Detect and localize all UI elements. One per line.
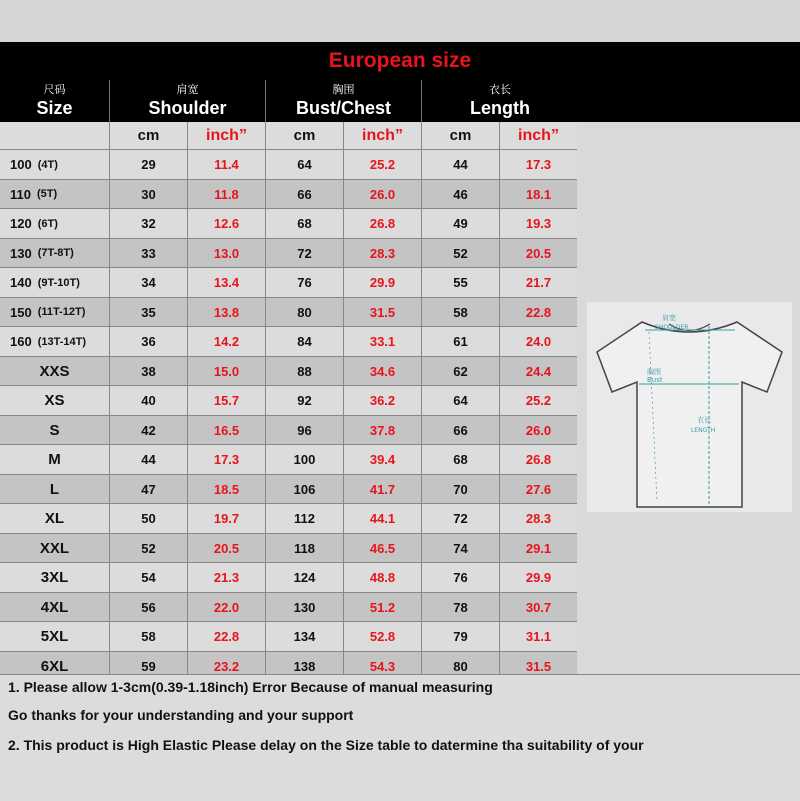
- size-value: L: [49, 480, 60, 498]
- size-label: [0, 416, 110, 445]
- table-cell-bust-cm: 92: [266, 386, 344, 416]
- table-cell-shoulder-cm: 47: [110, 475, 188, 504]
- table-cell-length-in: 31.1: [500, 622, 578, 652]
- table-cell-shoulder-in: 22.8: [188, 622, 266, 652]
- unit-cm: cm: [266, 122, 344, 150]
- table-cell-bust-in: 54.3: [344, 652, 422, 681]
- table-cell-bust-in: 25.2: [344, 150, 422, 180]
- size-age-tag: (9T-10T): [37, 276, 80, 289]
- table-cell-shoulder-in: 13.4: [188, 268, 266, 298]
- table-cell-bust-cm: 112: [266, 504, 344, 534]
- table-cell-bust-cm: 100: [266, 445, 344, 475]
- table-cell-bust-cm: 80: [266, 298, 344, 327]
- size-label: [0, 239, 110, 268]
- table-cell-bust-in: 37.8: [344, 416, 422, 445]
- table-cell-shoulder-in: 13.8: [188, 298, 266, 327]
- table-cell-bust-in: 41.7: [344, 475, 422, 504]
- size-value: 150: [10, 304, 32, 320]
- table-cell-bust-in: 39.4: [344, 445, 422, 475]
- table-cell-length-in: 24.4: [500, 357, 578, 386]
- table-cell-length-in: 30.7: [500, 593, 578, 622]
- table-cell-shoulder-in: 23.2: [188, 652, 266, 681]
- table-cell-length-in: 20.5: [500, 239, 578, 268]
- size-value: XS: [44, 392, 65, 409]
- table-cell-bust-cm: 64: [266, 150, 344, 180]
- size-label: [0, 504, 110, 534]
- table-cell-shoulder-cm: 38: [110, 357, 188, 386]
- notes-section: [0, 674, 800, 801]
- header-bust: [266, 80, 422, 122]
- size-label: [0, 475, 110, 504]
- table-cell-length-cm: 70: [422, 475, 500, 504]
- size-age-tag: (6T): [37, 217, 58, 230]
- table-cell-shoulder-in: 21.3: [188, 563, 266, 593]
- tshirt-diagram-panel: [577, 122, 800, 674]
- table-cell-bust-cm: 88: [266, 357, 344, 386]
- table-cell-shoulder-cm: 44: [110, 445, 188, 475]
- diagram-shoulder-cn: 肩宽: [662, 314, 676, 322]
- table-cell-length-cm: 66: [422, 416, 500, 445]
- header-bust-cn: 胸围: [332, 83, 355, 96]
- table-cell-bust-cm: 138: [266, 652, 344, 681]
- table-cell-shoulder-cm: 34: [110, 268, 188, 298]
- table-cell-shoulder-cm: 59: [110, 652, 188, 681]
- table-cell-length-in: 18.1: [500, 180, 578, 209]
- table-cell-bust-cm: 84: [266, 327, 344, 357]
- header-spacer: [578, 80, 800, 122]
- table-cell-shoulder-in: 16.5: [188, 416, 266, 445]
- size-value: 4XL: [40, 598, 69, 616]
- table-cell-shoulder-in: 15.7: [188, 386, 266, 416]
- table-cell-length-in: 26.0: [500, 416, 578, 445]
- size-value: 140: [10, 275, 32, 290]
- table-cell-shoulder-in: 17.3: [188, 445, 266, 475]
- table-cell-length-in: 29.9: [500, 563, 578, 593]
- table-cell-length-cm: 61: [422, 327, 500, 357]
- table-cell-length-cm: 52: [422, 239, 500, 268]
- table-cell-shoulder-cm: 40: [110, 386, 188, 416]
- header-length: [422, 80, 578, 122]
- diagram-length-cn: 衣长: [697, 416, 711, 424]
- table-cell-bust-in: 36.2: [344, 386, 422, 416]
- table-cell-length-cm: 80: [422, 652, 500, 681]
- table-cell-bust-in: 28.3: [344, 239, 422, 268]
- size-label: [0, 180, 110, 209]
- size-age-tag: (11T-12T): [37, 306, 86, 318]
- table-cell-shoulder-cm: 52: [110, 534, 188, 563]
- size-value: 3XL: [40, 569, 69, 586]
- table-cell-bust-in: 46.5: [344, 534, 422, 563]
- table-cell-length-cm: 74: [422, 534, 500, 563]
- size-value: M: [48, 451, 61, 468]
- table-cell-length-cm: 72: [422, 504, 500, 534]
- size-value: S: [49, 421, 60, 439]
- size-age-tag: (4T): [37, 158, 58, 171]
- size-value: 110: [10, 186, 31, 202]
- size-label: [0, 563, 110, 593]
- size-age-tag: (5T): [36, 188, 58, 200]
- table-cell-bust-cm: 134: [266, 622, 344, 652]
- table-cell-shoulder-cm: 33: [110, 239, 188, 268]
- table-cell-shoulder-in: 22.0: [188, 593, 266, 622]
- table-cell-bust-in: 29.9: [344, 268, 422, 298]
- table-cell-length-in: 26.8: [500, 445, 578, 475]
- table-cell-length-cm: 79: [422, 622, 500, 652]
- unit-inch: inch”: [188, 122, 266, 150]
- size-value: XXL: [39, 539, 70, 557]
- table-cell-length-in: 21.7: [500, 268, 578, 298]
- size-label: [0, 386, 110, 416]
- table-cell-shoulder-in: 14.2: [188, 327, 266, 357]
- table-cell-shoulder-in: 11.4: [188, 150, 266, 180]
- table-cell-length-cm: 49: [422, 209, 500, 239]
- table-cell-shoulder-cm: 58: [110, 622, 188, 652]
- table-cell-bust-cm: 106: [266, 475, 344, 504]
- size-label: [0, 534, 110, 563]
- table-cell-shoulder-cm: 35: [110, 298, 188, 327]
- header-shoulder-en: Shoulder: [148, 98, 227, 118]
- size-value: XL: [44, 510, 65, 527]
- table-cell-shoulder-in: 18.5: [188, 475, 266, 504]
- table-cell-length-in: 27.6: [500, 475, 578, 504]
- size-value: 6XL: [40, 657, 69, 675]
- table-cell-bust-in: 52.8: [344, 622, 422, 652]
- table-cell-length-in: 19.3: [500, 209, 578, 239]
- size-value: 5XL: [40, 628, 69, 645]
- table-cell-length-in: 17.3: [500, 150, 578, 180]
- table-cell-length-cm: 64: [422, 386, 500, 416]
- size-label: [0, 268, 110, 298]
- table-cell-length-cm: 55: [422, 268, 500, 298]
- table-title: European size: [0, 42, 800, 80]
- table-cell-shoulder-in: 20.5: [188, 534, 266, 563]
- note-3: 2. This product is High Elastic Please delay on the Size table to datermine tha suitability of your: [8, 737, 644, 753]
- table-cell-bust-in: 34.6: [344, 357, 422, 386]
- size-label: [0, 298, 110, 327]
- table-cell-bust-in: 51.2: [344, 593, 422, 622]
- table-cell-length-cm: 58: [422, 298, 500, 327]
- table-cell-length-in: 28.3: [500, 504, 578, 534]
- table-cell-length-in: 31.5: [500, 652, 578, 681]
- size-label: [0, 209, 110, 239]
- size-value: 130: [10, 245, 32, 261]
- note-1: 1. Please allow 1-3cm(0.39-1.18inch) Error Because of manual measuring: [8, 679, 493, 695]
- size-age-tag: (7T-8T): [37, 247, 74, 259]
- diagram-bust-en: Bust: [647, 376, 663, 384]
- table-cell-shoulder-cm: 32: [110, 209, 188, 239]
- table-cell-shoulder-in: 15.0: [188, 357, 266, 386]
- table-cell-length-cm: 46: [422, 180, 500, 209]
- table-cell-length-cm: 78: [422, 593, 500, 622]
- table-cell-shoulder-cm: 36: [110, 327, 188, 357]
- header-shoulder-cn: 肩宽: [176, 83, 199, 96]
- size-label: [0, 445, 110, 475]
- table-cell-bust-in: 44.1: [344, 504, 422, 534]
- unit-cm: cm: [110, 122, 188, 150]
- table-cell-shoulder-in: 12.6: [188, 209, 266, 239]
- table-cell-bust-cm: 130: [266, 593, 344, 622]
- table-cell-length-cm: 68: [422, 445, 500, 475]
- note-2: Go thanks for your understanding and your support: [8, 707, 354, 723]
- table-cell-shoulder-cm: 50: [110, 504, 188, 534]
- size-label: [0, 327, 110, 357]
- unit-inch: inch”: [344, 122, 422, 150]
- unit-inch: inch”: [500, 122, 578, 150]
- header-size-cn: 尺码: [43, 83, 66, 96]
- table-cell-length-cm: 76: [422, 563, 500, 593]
- table-cell-length-cm: 62: [422, 357, 500, 386]
- header-size: [0, 80, 110, 122]
- tshirt-diagram: [587, 302, 792, 512]
- table-cell-shoulder-cm: 56: [110, 593, 188, 622]
- header-bust-en: Bust/Chest: [295, 98, 391, 118]
- table-cell-shoulder-cm: 54: [110, 563, 188, 593]
- diagram-length-en: LENGTH: [691, 427, 716, 434]
- table-cell-shoulder-in: 13.0: [188, 239, 266, 268]
- table-cell-shoulder-cm: 30: [110, 180, 188, 209]
- table-cell-bust-in: 48.8: [344, 563, 422, 593]
- table-cell-length-in: 29.1: [500, 534, 578, 563]
- table-cell-shoulder-in: 11.8: [188, 180, 266, 209]
- table-cell-length-in: 25.2: [500, 386, 578, 416]
- table-cell-bust-in: 26.0: [344, 180, 422, 209]
- unit-cm: cm: [422, 122, 500, 150]
- table-cell-bust-cm: 118: [266, 534, 344, 563]
- table-cell-bust-cm: 72: [266, 239, 344, 268]
- size-label: [0, 357, 110, 386]
- table-cell-bust-cm: 124: [266, 563, 344, 593]
- size-value: XXS: [39, 362, 70, 380]
- header-shoulder: [110, 80, 266, 122]
- size-age-tag: (13T-14T): [37, 335, 86, 348]
- table-cell-shoulder-cm: 29: [110, 150, 188, 180]
- header-length-cn: 衣长: [489, 83, 511, 96]
- table-cell-length-in: 22.8: [500, 298, 578, 327]
- table-cell-bust-in: 31.5: [344, 298, 422, 327]
- size-label: [0, 593, 110, 622]
- table-cell-bust-cm: 66: [266, 180, 344, 209]
- table-cell-bust-in: 33.1: [344, 327, 422, 357]
- header-length-en: Length: [470, 98, 530, 118]
- table-cell-bust-cm: 76: [266, 268, 344, 298]
- size-value: 160: [10, 334, 32, 349]
- table-cell-shoulder-in: 19.7: [188, 504, 266, 534]
- table-cell-bust-cm: 96: [266, 416, 344, 445]
- size-value: 120: [10, 216, 32, 231]
- units-blank: [0, 122, 110, 150]
- table-cell-bust-in: 26.8: [344, 209, 422, 239]
- table-cell-length-in: 24.0: [500, 327, 578, 357]
- table-cell-shoulder-cm: 42: [110, 416, 188, 445]
- table-cell-length-cm: 44: [422, 150, 500, 180]
- size-label: [0, 150, 110, 180]
- diagram-shoulder-en: SHOULDER: [655, 324, 689, 331]
- header-size-en: Size: [36, 98, 73, 118]
- diagram-bust-cn: 胸围: [647, 368, 661, 376]
- size-label: [0, 622, 110, 652]
- size-value: 100: [10, 157, 32, 172]
- table-cell-bust-cm: 68: [266, 209, 344, 239]
